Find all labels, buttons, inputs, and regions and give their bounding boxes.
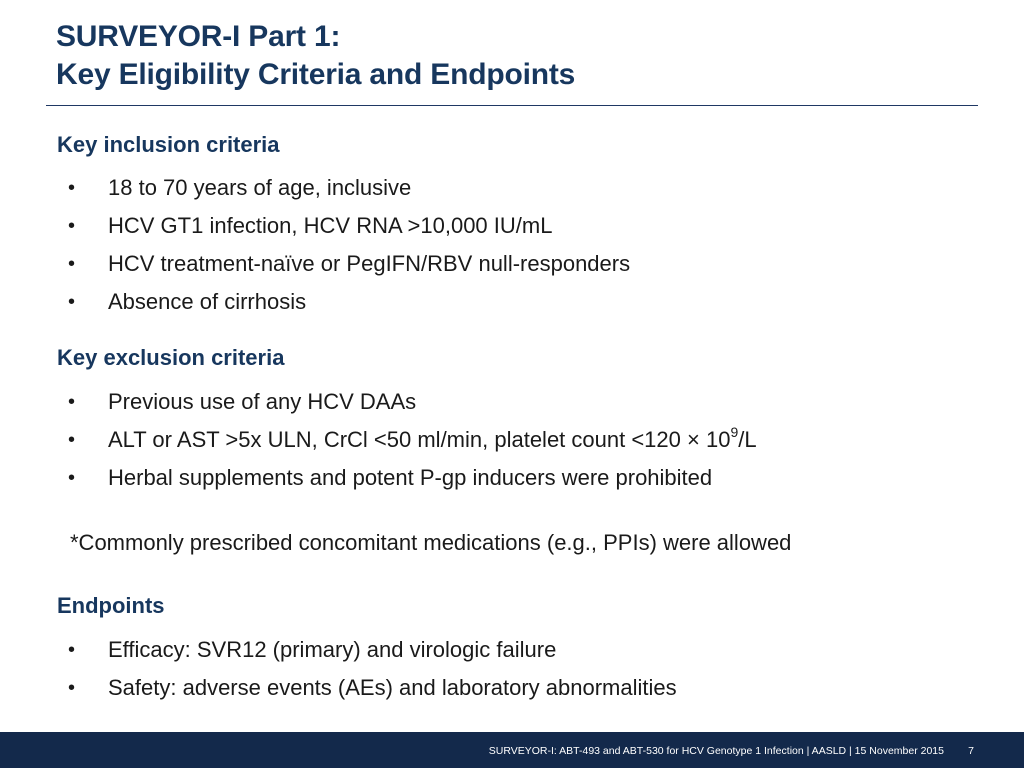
list-item: [66, 669, 677, 707]
list-item: [66, 421, 757, 459]
bullet-icon: •: [68, 467, 76, 489]
list-item-text: Absence of cirrhosis: [108, 289, 307, 314]
list-item: [66, 207, 630, 245]
title-divider: [46, 105, 978, 106]
exclusion-heading: Key exclusion criteria: [57, 345, 285, 370]
inclusion-heading: Key inclusion criteria: [57, 132, 280, 157]
list-item-text: Safety: adverse events (AEs) and laboratory abnormalities: [108, 675, 677, 700]
bullet-icon: •: [68, 639, 76, 661]
inclusion-list: [66, 169, 630, 321]
footer-citation: SURVEYOR-I: ABT-493 and ABT-530 for HCV Genotype 1 Infection | AASLD | 15 November 2015: [488, 745, 944, 757]
slide-title: [56, 18, 575, 94]
list-item-text: Previous use of any HCV DAAs: [108, 389, 417, 414]
bullet-icon: •: [68, 253, 76, 275]
bullet-icon: •: [68, 429, 76, 451]
list-item: [66, 245, 630, 283]
list-item-unit: /L: [738, 427, 757, 452]
slide-title-line-1: SURVEYOR-I Part 1:: [56, 20, 341, 53]
list-item: [66, 169, 630, 207]
list-item-text: ALT or AST >5x ULN, CrCl <50 ml/min, platelet count <120 × 10: [108, 427, 731, 452]
bullet-icon: •: [68, 215, 76, 237]
list-item: [66, 631, 677, 669]
list-item-text: HCV treatment-naïve or PegIFN/RBV null-responders: [108, 251, 631, 276]
endpoints-heading: Endpoints: [57, 593, 165, 618]
bullet-icon: •: [68, 291, 76, 313]
list-item-text: HCV GT1 infection, HCV RNA >10,000 IU/mL: [108, 213, 553, 238]
slide-title-line-2: Key Eligibility Criteria and Endpoints: [56, 58, 576, 91]
list-item: [66, 283, 630, 321]
bullet-icon: •: [68, 391, 76, 413]
bullet-icon: •: [68, 177, 76, 199]
exclusion-list: [66, 383, 757, 497]
list-item-text: Efficacy: SVR12 (primary) and virologic failure: [108, 637, 557, 662]
bullet-icon: •: [68, 677, 76, 699]
footer-bar: [0, 732, 1024, 768]
exponent: 9: [730, 423, 739, 440]
list-item: [66, 383, 757, 421]
endpoints-list: [66, 631, 677, 707]
list-item: [66, 459, 757, 497]
list-item-text: Herbal supplements and potent P-gp inducers were prohibited: [108, 465, 713, 490]
page-number: 7: [968, 745, 974, 757]
list-item-text: 18 to 70 years of age, inclusive: [108, 175, 412, 200]
concomitant-medications-note: *Commonly prescribed concomitant medications (e.g., PPIs) were allowed: [70, 530, 792, 555]
